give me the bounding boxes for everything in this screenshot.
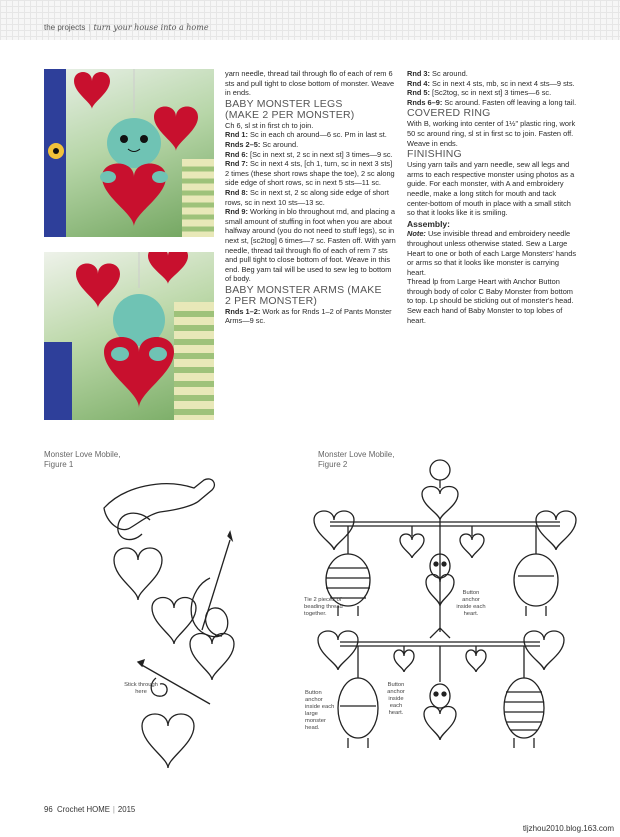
round-text: Sc in next st, 2 sc along side edge of short rows, sc in next 10 sts—13 sc. xyxy=(225,187,389,207)
heading-arms-line1: BABY MONSTER ARMS (MAKE xyxy=(225,283,382,296)
round-label: Rnd 7: xyxy=(225,159,248,169)
button-anchor-upper-label: Button anchor inside each heart. xyxy=(456,590,486,617)
issue-year: 2015 xyxy=(117,805,136,814)
striped-monster xyxy=(504,678,544,738)
figure-title-line2: Figure 2 xyxy=(318,460,348,469)
note-label: Note: xyxy=(407,229,426,239)
page-folio: 96 Crochet HOME | 2015 xyxy=(44,805,136,814)
photo-teal-monster-front xyxy=(44,69,214,237)
round-text: Work as for Rnds 1–2 of Pants Monster Arms—9 sc. xyxy=(225,306,392,326)
paragraph: Thread lp from Large Heart with Anchor Button through body of color C Baby Monster from bottom to top. Lp should be sticking out of monster's head. Sew each hand of Baby Monster to top lobes of heart. xyxy=(407,277,574,325)
heart-outline xyxy=(524,631,564,670)
round-8 xyxy=(225,188,397,207)
heart-outline xyxy=(460,534,484,558)
section-name: the projects xyxy=(44,23,86,32)
round-text: [Sc in next st, 2 sc in next st] 3 times—9 sc. xyxy=(248,149,393,159)
figure-2-illustration xyxy=(300,456,590,786)
heart-outline xyxy=(318,631,358,670)
button-anchor-left-label: Button anchor inside each large monster head. xyxy=(305,690,335,731)
round-text: Sc around. xyxy=(260,139,299,149)
rounds-6-9 xyxy=(407,98,577,108)
heart-outline xyxy=(114,548,162,600)
hand-drawing xyxy=(104,479,214,530)
round-text: Sc around. xyxy=(430,69,468,78)
tie-thread-label: Tie 2 pieces of beading thread together. xyxy=(304,597,343,617)
note-text: Use invisible thread and embroidery needle throughout unless otherwise stated. Sew a Large Heart to one or both of each Large Monsters' hands or arms so that it looks like monster is carrying heart. xyxy=(407,229,577,277)
heading-arms xyxy=(225,285,397,307)
watermark: tljzhou2010.blog.163.com xyxy=(522,824,614,833)
round-text: Working in blo throughout rnd, and placing a small amount of stuffing in foot when you are about halfway around (you do not need to stuff legs), sc in next st, [sc2tog] 6 times—7 sc. Fasten off. With yarn needle, thread tail through flo of each of rem 7 sts and pull tight to close bottom of foot. Weave in this end. Beg yarn tail will be used to sew leg to bottom of body. xyxy=(225,207,396,284)
plain-monster xyxy=(514,554,558,606)
round-label: Rnds 6–9: xyxy=(407,97,443,107)
round-label: Rnd 3: xyxy=(407,69,430,78)
heart-outline xyxy=(152,598,196,645)
paragraph: Ch 6, sl st in first ch to join. xyxy=(225,120,314,130)
round-text: Sc around. Fasten off leaving a long tail. xyxy=(442,97,577,107)
heart-outline xyxy=(422,487,458,521)
heading-finishing: FINISHING xyxy=(407,148,462,161)
heading-legs-line1: BABY MONSTER LEGS xyxy=(225,97,343,110)
figure-title-line1: Monster Love Mobile, xyxy=(318,450,395,459)
figure-1-title xyxy=(44,450,120,470)
round-label: Rnd 6: xyxy=(225,149,248,159)
round-text: [Sc2tog, sc in next st] 3 times—6 sc. xyxy=(430,88,552,98)
heart-outline xyxy=(536,511,576,550)
round-label: Rnd 1: xyxy=(225,130,248,140)
figure-1-illustration xyxy=(90,468,290,768)
header-pattern-bar xyxy=(0,0,620,40)
heading-arms-line2: 2 PER MONSTER) xyxy=(225,294,318,307)
round-3 xyxy=(407,69,577,79)
round-1 xyxy=(225,130,397,140)
round-7 xyxy=(225,159,397,188)
figure-title-line1: Monster Love Mobile, xyxy=(44,450,121,459)
round-6 xyxy=(225,150,397,160)
heart-outline xyxy=(190,634,234,681)
magazine-name: Crochet HOME xyxy=(57,805,110,814)
photo-teal-monster-back xyxy=(44,252,214,420)
round-label: Rnds 2–5: xyxy=(225,139,261,149)
round-text: Sc in next 4 sts, mb, sc in next 4 sts—9 sts. xyxy=(430,78,575,88)
round-label: Rnd 4: xyxy=(407,78,430,88)
paragraph: With B, working into center of 1½" plastic ring, work 50 sc around ring, sl st in first sc to join. Fasten off. Weave in ends. xyxy=(407,119,576,148)
round-5 xyxy=(407,88,577,98)
heart-outline xyxy=(466,650,486,672)
round-label: Rnd 9: xyxy=(225,207,248,217)
button-anchor-center-label: Button anchor inside each heart. xyxy=(387,682,405,716)
text-column-2 xyxy=(407,69,577,325)
running-head: the projects | turn your house into a home xyxy=(44,23,209,32)
covered-ring xyxy=(430,460,450,480)
round-4 xyxy=(407,79,577,89)
heart-outline xyxy=(142,714,194,768)
heading-assembly: Assembly: xyxy=(407,218,450,229)
paragraph: yarn needle, thread tail through flo of each of rem 6 sts and pull tight to close bottom of monster. Weave in ends. xyxy=(225,69,395,98)
round-text: Sc in each ch around—6 sc. Pm in last st. xyxy=(248,130,387,140)
rounds-2-5 xyxy=(225,140,397,150)
round-label: Rnd 8: xyxy=(225,187,248,197)
heart-outline xyxy=(394,650,414,672)
round-label: Rnds 1–2: xyxy=(225,306,261,316)
heading-covered-ring: COVERED RING xyxy=(407,107,491,120)
round-text: Sc in next 4 sts, [ch 1, turn, sc in next 3 sts] 2 times (these short rows shape the toe), 2 sc along side edge of short rows, sc in next 5 sts—11 sc. xyxy=(225,159,395,188)
plain-monster xyxy=(338,678,378,738)
figure-title-line2: Figure 1 xyxy=(44,460,74,469)
note-paragraph xyxy=(407,229,577,277)
heart-outline xyxy=(400,534,424,558)
rounds-1-2 xyxy=(225,307,397,326)
text-column-1 xyxy=(225,69,397,326)
round-9 xyxy=(225,207,397,284)
baby-monster xyxy=(430,684,450,708)
section-subtitle: turn your house into a home xyxy=(93,23,209,32)
paragraph: Using yarn tails and yarn needle, sew all legs and arms to each respective monster using photos as a guide. For each monster, with A and embroidery needle, make a long stitch for mouth and tack center-bottom of mouth in place with a small stitch so that it looks like it is smiling. xyxy=(407,160,575,218)
heading-legs xyxy=(225,99,397,121)
round-label: Rnd 5: xyxy=(407,88,430,98)
heart-outline xyxy=(424,707,456,741)
page-number: 96 xyxy=(44,805,53,814)
stick-through-label: Stick through here xyxy=(124,682,158,695)
heading-legs-line2: (MAKE 2 PER MONSTER) xyxy=(225,108,355,121)
